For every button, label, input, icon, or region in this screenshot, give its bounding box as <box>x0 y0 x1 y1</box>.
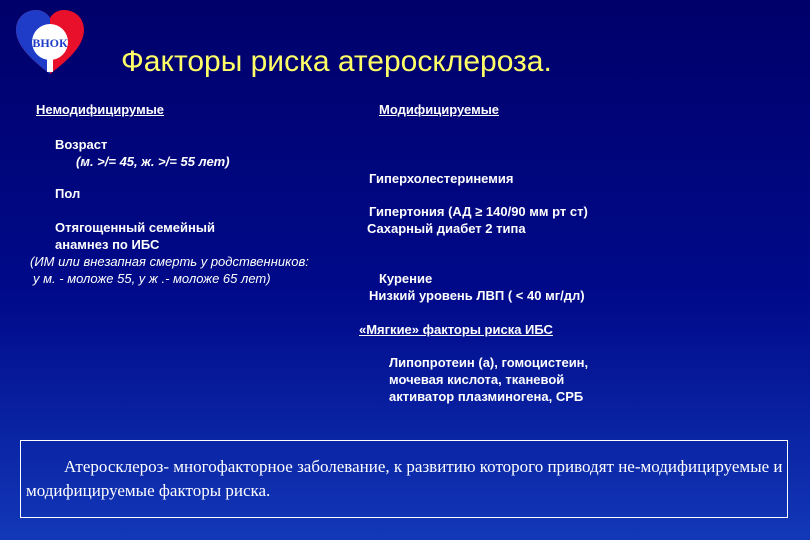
page-title: Факторы риска атеросклероза. <box>121 45 552 78</box>
soft-factors-header: «Мягкие» факторы риска ИБС <box>359 322 553 337</box>
soft-factors-line2: мочевая кислота, тканевой <box>389 372 565 387</box>
hypertension: Гипертония (АД ≥ 140/90 мм рт ст) <box>369 204 588 219</box>
family-history-line2: анамнез по ИБС <box>55 237 160 252</box>
vnok-logo <box>12 8 88 76</box>
soft-factors-line3: активатор плазминогена, СРБ <box>389 389 584 404</box>
sex-label: Пол <box>55 186 81 201</box>
smoking: Курение <box>379 271 433 286</box>
family-history-line1: Отягощенный семейный <box>55 220 215 235</box>
logo-text: ВНОК <box>32 36 68 50</box>
summary-text-content: Атеросклероз- многофакторное заболевание, к развитию которого приводят не-модифицируемые и модифицируемые факторы риска. <box>26 457 783 500</box>
low-hdl: Низкий уровень ЛВП ( < 40 мг/дл) <box>369 288 585 303</box>
hypercholesterolemia: Гиперхолестеринемия <box>369 171 514 186</box>
family-history-note1: (ИМ или внезапная смерть у родственников: <box>30 254 309 269</box>
diabetes: Сахарный диабет 2 типа <box>367 221 526 236</box>
non-modifiable-header: Немодифицирумые <box>36 102 165 117</box>
family-history-note2: у м. - моложе 55, у ж .- моложе 65 лет) <box>33 271 271 286</box>
modifiable-header: Модифицируемые <box>379 102 500 117</box>
age-label: Возраст <box>55 137 108 152</box>
soft-factors-line1: Липопротеин (а), гомоцистеин, <box>389 355 589 370</box>
age-detail: (м. >/= 45, ж. >/= 55 лет) <box>76 154 230 169</box>
summary-text <box>26 455 786 503</box>
